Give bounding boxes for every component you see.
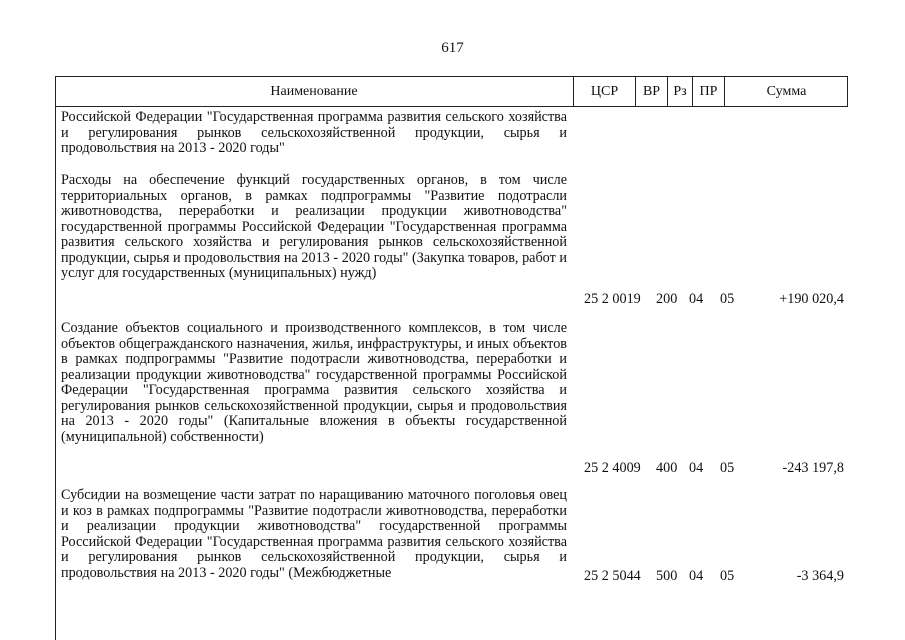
- row-rz: 04: [689, 568, 704, 584]
- header-name: Наименование: [270, 84, 358, 99]
- row-pr: 05: [720, 568, 735, 584]
- row-name: Российской Федерации "Государственная программа развития сельского хозяйства и регулирования рынков сельскохозяйственной продукции, сырья и продовольствия на 2013 - 2020 годы": [61, 109, 567, 156]
- table-left-border: [55, 107, 56, 640]
- row-sum: -3 364,9: [796, 568, 844, 584]
- row-vr: 200: [656, 291, 678, 307]
- row-csr: 25 2 4009: [584, 460, 641, 476]
- header-rz: Рз: [667, 77, 692, 106]
- row-vr: 500: [656, 568, 678, 584]
- row-values: [61, 460, 846, 478]
- table-header: [55, 76, 848, 107]
- row-name: Расходы на обеспечение функций государственных органов, в том числе территориальных органов, в рамках подпрограммы "Развитие подотрасли животноводства, переработки и реализации продукции животноводства" государственной программы Российской Федерации "Государственная программа развития сельского хозяйства и регулирования рынков сельскохозяйственной продукции, сырья и продовольствия на 2013 - 2020 годы" (Закупка товаров, работ и услуг для государственных (муниципальных) нужд): [61, 172, 567, 281]
- row-csr: 25 2 0019: [584, 291, 641, 307]
- row-name: Субсидии на возмещение части затрат по наращиванию маточного поголовья овец и коз в рамках подпрограммы "Развитие подотрасли животноводства, переработки и реализации продукции животноводства" государственной программы Российской Федерации "Государственная программа развития сельского хозяйства и регулирования рынков сельскохозяйственной продукции, сырья и продовольствия на 2013 - 2020 годы" (Межбюджетные: [61, 487, 567, 581]
- row-sum: +190 020,4: [779, 291, 844, 307]
- row-name: Создание объектов социального и производственного комплексов, в том числе объектов общегражданского назначения, жилья, инфраструктуры, и иных объектов в рамках подпрограммы "Развитие подотрасли животноводства, переработки и реализации продукции животноводства" государственной программы Российской Федерации "Государственная программа развития сельского хозяйства и регулирования рынков сельскохозяйственной продукции, сырья и продовольствия на 2013 - 2020 годы" (Капитальные вложения в объекты государственной (муниципальной) собственности): [61, 320, 567, 445]
- row-values: [61, 291, 846, 309]
- row-pr: 05: [720, 460, 735, 476]
- row-rz: 04: [689, 291, 704, 307]
- header-csr: ЦСР: [573, 77, 635, 106]
- row-values: [61, 568, 846, 586]
- page-number: 617: [441, 40, 464, 56]
- header-vr: ВР: [635, 77, 667, 106]
- row-pr: 05: [720, 291, 735, 307]
- row-rz: 04: [689, 460, 704, 476]
- header-sum: Сумма: [724, 77, 848, 106]
- header-pr: ПР: [692, 77, 724, 106]
- row-sum: -243 197,8: [782, 460, 844, 476]
- row-csr: 25 2 5044: [584, 568, 641, 584]
- row-vr: 400: [656, 460, 678, 476]
